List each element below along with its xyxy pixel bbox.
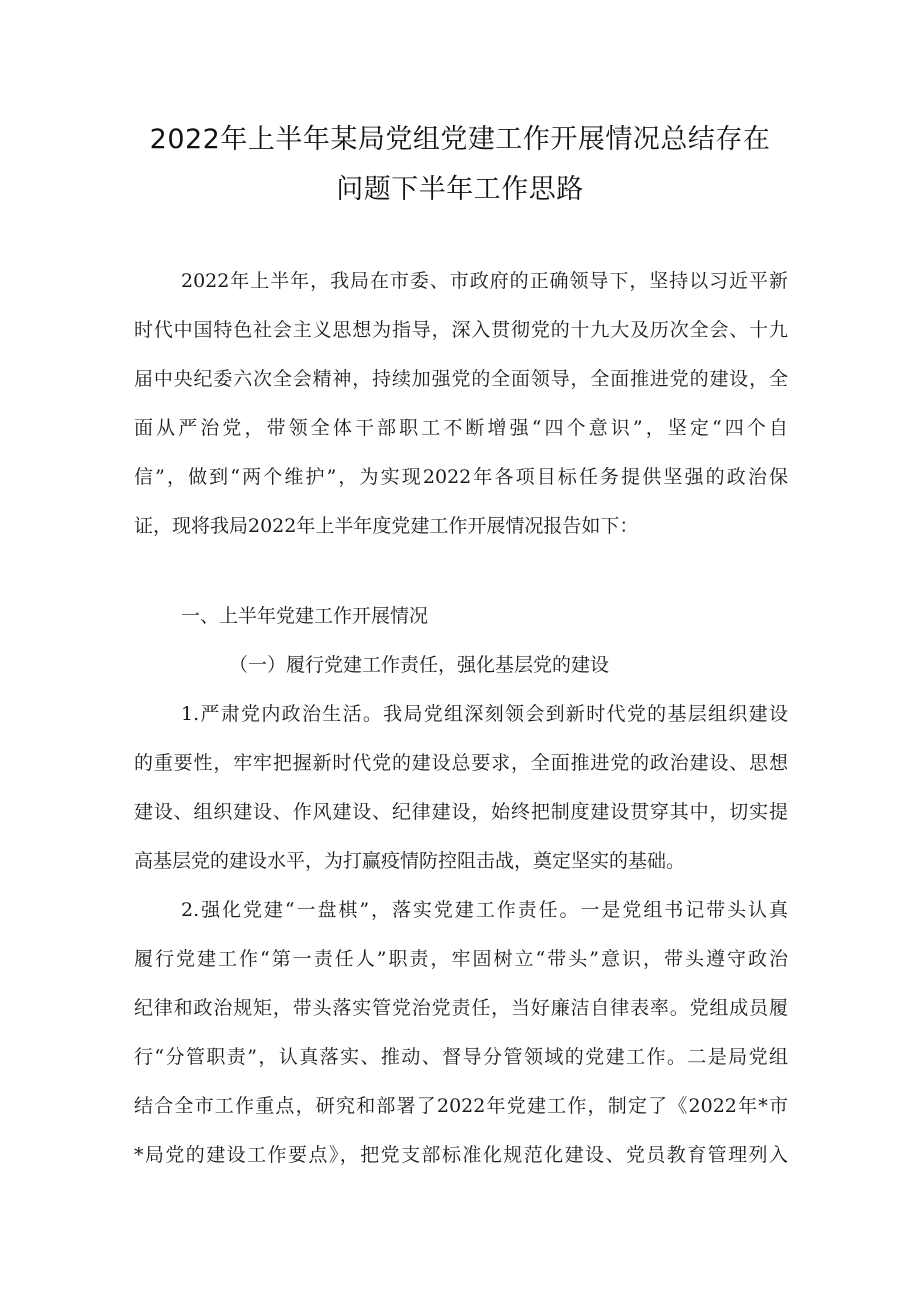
item2-line: 履行党建工作“第一责任人”职责，牢固树立“带头”意识，带头遵守政治 — [134, 948, 788, 970]
subsection-heading: （一）履行党建工作责任，强化基层党的建设 — [229, 654, 610, 676]
item2-line: 结合全市工作重点，研究和部署了2022年党建工作，制定了《2022年*市 — [134, 1095, 788, 1117]
intro-line: 时代中国特色社会主义思想为指导，深入贯彻党的十九大及历次全会、十九 — [134, 319, 788, 341]
intro-line: 证，现将我局2022年上半年度党建工作开展情况报告如下： — [134, 515, 639, 537]
intro-line: 届中央纪委六次全会精神，持续加强党的全面领导，全面推进党的建设，全 — [134, 368, 788, 390]
item1-line: 高基层党的建设水平，为打赢疫情防控阻击战，奠定坚实的基础。 — [134, 850, 686, 872]
section-heading: 一、上半年党建工作开展情况 — [181, 605, 429, 627]
document-title-line-2: 问题下半年工作思路 — [336, 174, 584, 205]
item2-line: 行“分管职责”，认真落实、推动、督导分管领域的党建工作。二是局党组 — [134, 1046, 788, 1068]
intro-line: 2022年上半年，我局在市委、市政府的正确领导下，坚持以习近平新 — [181, 270, 788, 292]
intro-line: 面从严治党，带领全体干部职工不断增强“四个意识”，坚定“四个自 — [134, 417, 788, 439]
item1-line: 1.严肃党内政治生活。我局党组深刻领会到新时代党的基层组织建设 — [181, 703, 788, 725]
item2-line: 纪律和政治规矩，带头落实管党治党责任，当好廉洁自律表率。党组成员履 — [134, 997, 788, 1019]
item2-line: *局党的建设工作要点》，把党支部标准化规范化建设、党员教育管理列入 — [134, 1144, 788, 1166]
item2-line: 2.强化党建“一盘棋”，落实党建工作责任。一是党组书记带头认真 — [181, 899, 788, 921]
intro-line: 信”，做到“两个维护”，为实现2022年各项目标任务提供坚强的政治保 — [134, 466, 788, 488]
document-title-line-1: 2022年上半年某局党组党建工作开展情况总结存在 — [149, 124, 771, 155]
item1-line: 的重要性，牢牢把握新时代党的建设总要求，全面推进党的政治建设、思想 — [134, 752, 788, 774]
item1-line: 建设、组织建设、作风建设、纪律建设，始终把制度建设贯穿其中，切实提 — [134, 801, 788, 823]
